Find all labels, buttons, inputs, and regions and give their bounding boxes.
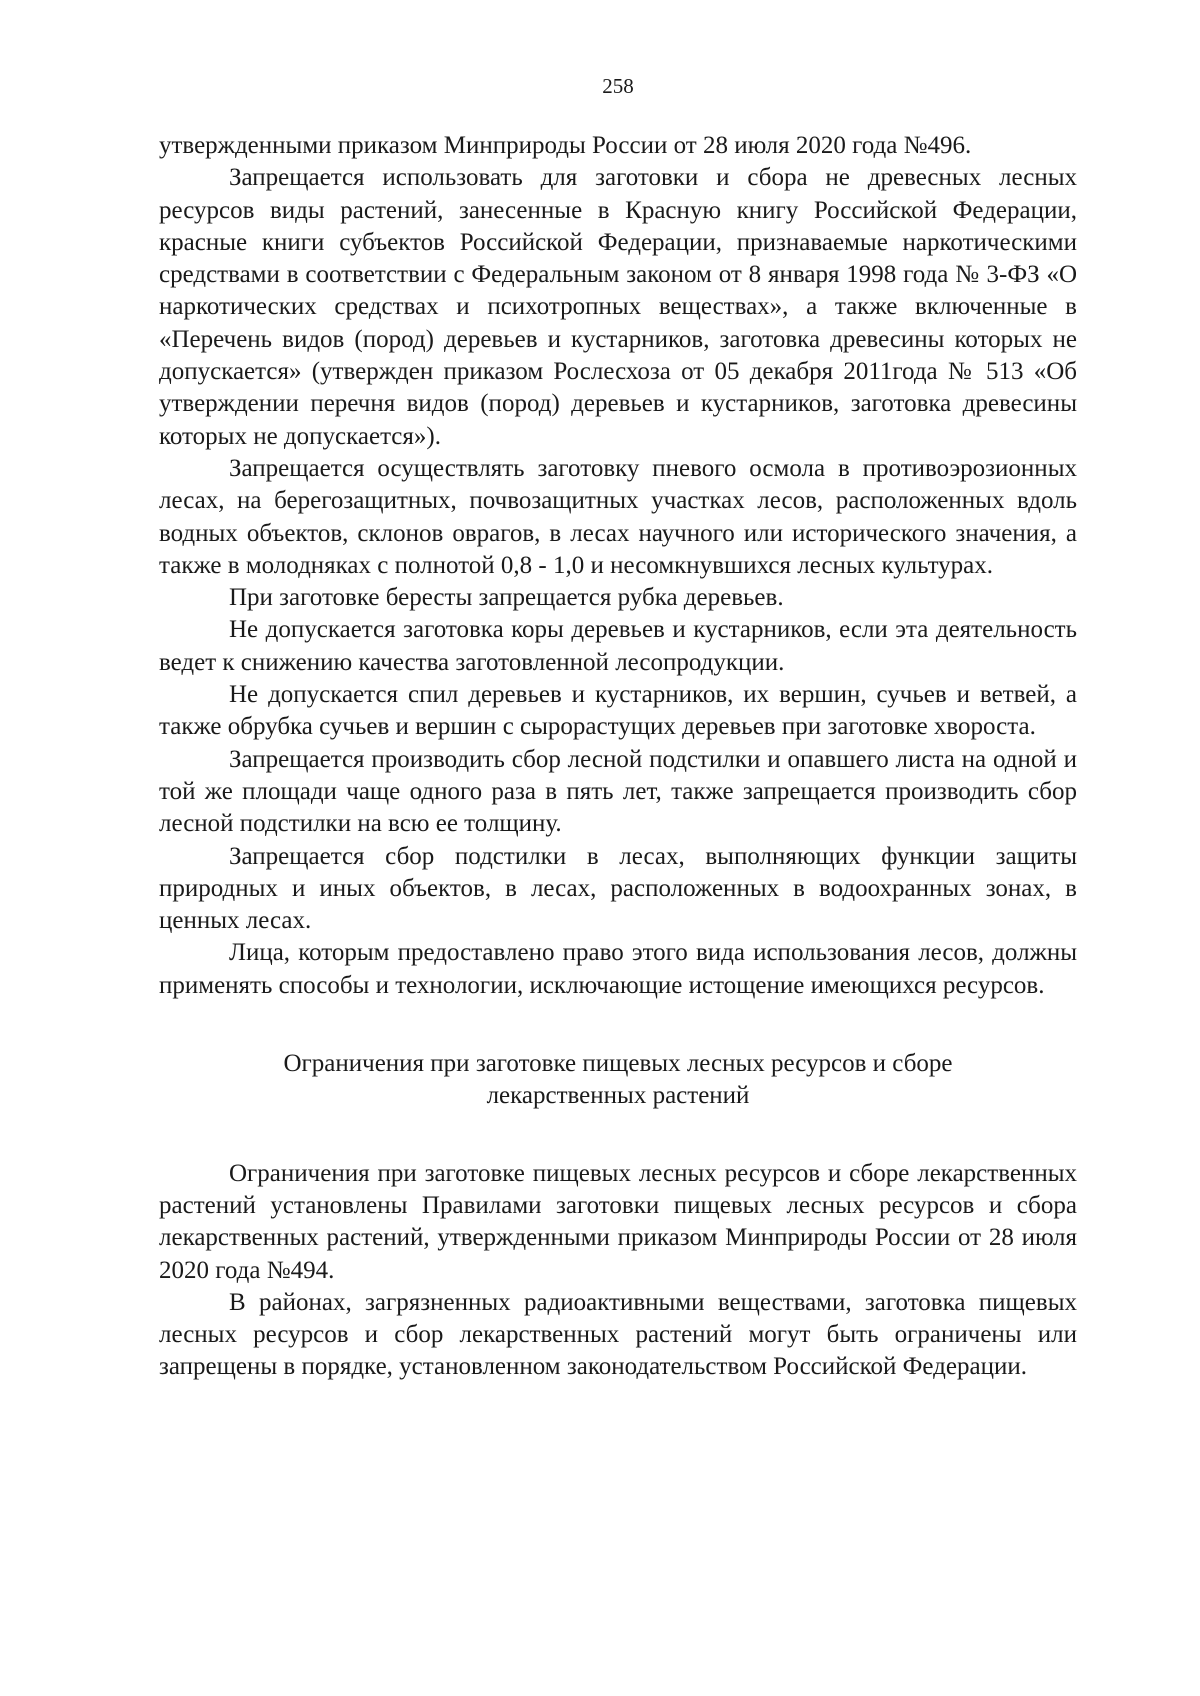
paragraph-prohibited-species: Запрещается использовать для заготовки и сбора не древесных лесных ресурсов виды растений, занесенные в Красную книгу Российской Федерации, красные книги субъектов Российской Федерации, признаваемые наркотическими средствами в соответствии с Федеральным законом от 8 января 1998 года № 3-ФЗ «О наркотических средствах и психотропных веществах», а также включенные в «Перечень видов (пород) деревьев и кустарников, заготовка древесины которых не допускается» (утвержден приказом Рослесхоза от 05 декабря 2011года № 513 «Об утверждении перечня видов (пород) деревьев и кустарников, заготовка древесины которых не допускается»). [159,164,1077,450]
section-heading [159,1048,1077,1113]
paragraph-food-resources-rules: Ограничения при заготовке пищевых лесных ресурсов и сборе лекарственных растений установлены Правилами заготовки пищевых лесных ресурсов и сбора лекарственных растений, утвержденными приказом Минприроды России от 28 июля 2020 года №494. [159,1159,1077,1284]
page-number: 258 [602,74,634,98]
section-heading-line-1: Ограничения при заготовке пищевых лесных ресурсов и сборе [283,1050,953,1078]
paragraph-birch-bark: При заготовке бересты запрещается рубка деревьев. [229,584,784,612]
paragraph-continuation: утвержденными приказом Минприроды России от 28 июля 2020 года №496. [159,132,972,159]
document-body [159,130,1077,1384]
paragraph-forest-litter: Запрещается производить сбор лесной подстилки и опавшего листа на одной и той же площади чаще одного раза в пять лет, также запрещается производить сбор лесной подстилки на всю ее толщину. [159,745,1077,838]
paragraph-litter-protected-forests: Запрещается сбор подстилки в лесах, выполняющих функции защиты природных и иных объектов, в лесах, расположенных в водоохранных зонах, в ценных лесах. [159,842,1077,935]
paragraph-brushwood: Не допускается спил деревьев и кустарников, их вершин, сучьев и ветвей, а также обрубка сучьев и вершин с сырорастущих деревьев при заготовке хвороста. [159,681,1077,741]
paragraph-bark-harvest: Не допускается заготовка коры деревьев и кустарников, если эта деятельность ведет к снижению качества заготовленной лесопродукции. [159,616,1077,676]
paragraph-stump-resin: Запрещается осуществлять заготовку пневого осмола в противоэрозионных лесах, на берегозащитных, почвозащитных участках лесов, расположенных вдоль водных объектов, склонов оврагов, в лесах научного или исторического значения, а также в молодняках с полнотой 0,8 - 1,0 и несомкнувшихся лесных культурах. [159,454,1077,579]
paragraph-resource-depletion: Лица, которым предоставлено право этого вида использования лесов, должны применять способы и технологии, исключающие истощение имеющихся ресурсов. [159,939,1077,999]
section-heading-line-2: лекарственных растений [486,1082,750,1110]
paragraph-radioactive-areas: В районах, загрязненных радиоактивными веществами, заготовка пищевых лесных ресурсов и сбор лекарственных растений могут быть ограничены или запрещены в порядке, установленном законодательством Российской Федерации. [159,1288,1077,1381]
